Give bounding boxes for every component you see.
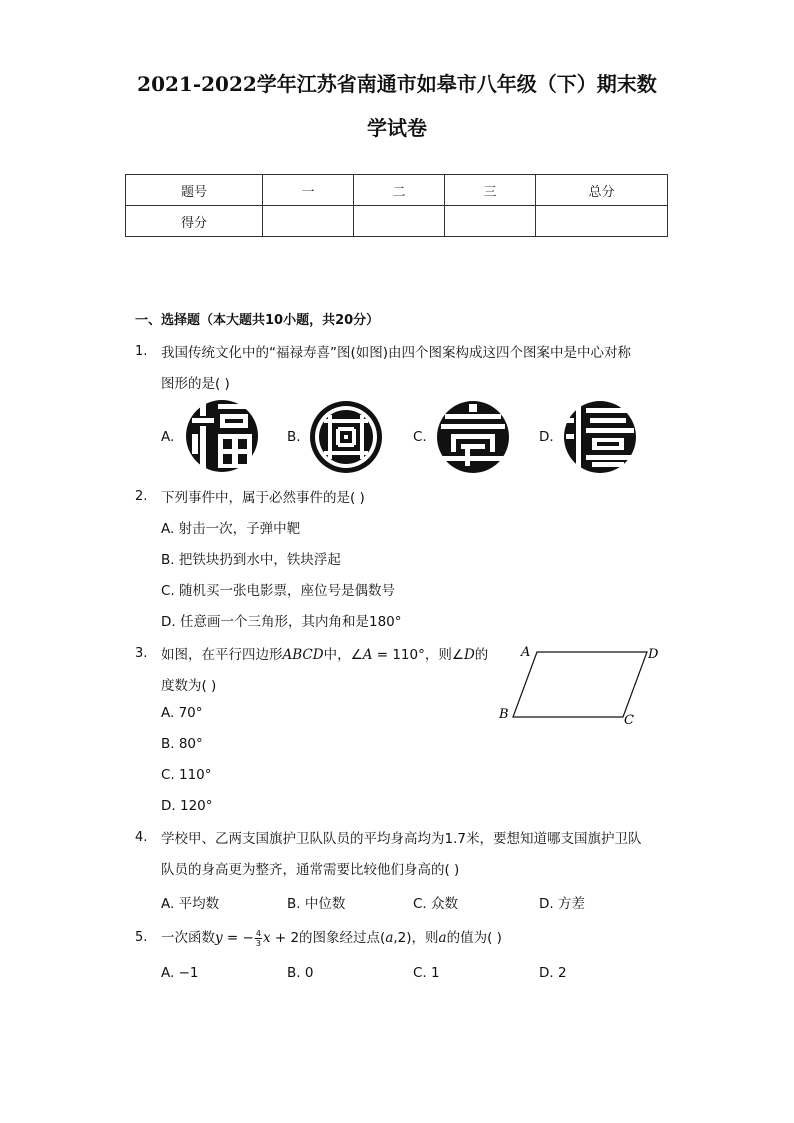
xi-character-icon — [562, 400, 638, 474]
score-table-row — [126, 206, 668, 237]
score-input-cell[interactable] — [263, 206, 354, 237]
option-label: A. −1 — [161, 965, 199, 981]
option-label: A. 射击一次，子弹中靶 — [161, 521, 301, 537]
score-table — [125, 174, 668, 237]
option-label: A. 平均数 — [161, 896, 220, 912]
question-text: 我国传统文化中的“福禄寿喜”图(如图)由四个图案构成这四个图案中是中心对称 — [161, 345, 632, 361]
option-label: D. 方差 — [539, 896, 585, 912]
score-input-cell[interactable] — [536, 206, 668, 237]
option-label: D. 任意画一个三角形，其内角和是180° — [161, 614, 402, 630]
option-label: C. 110° — [161, 767, 212, 783]
option-label: C. — [413, 429, 427, 445]
section-heading: 一、选择题（本大题共10小题，共20分） — [135, 313, 380, 328]
option-label: D. — [539, 429, 554, 445]
lu-character-icon — [309, 400, 383, 474]
question-text: 度数为( ) — [161, 678, 217, 694]
option-label: A. — [161, 429, 175, 445]
score-input-cell[interactable] — [445, 206, 536, 237]
option-label: B. 把铁块扔到水中，铁块浮起 — [161, 552, 341, 568]
option-label: C. 随机买一张电影票，座位号是偶数号 — [161, 583, 396, 599]
question-text: 如图，在平行四边形ABCD中，∠A = 110°，则∠D的 — [161, 647, 489, 663]
parallelogram-figure — [495, 640, 670, 730]
question-number: 3. — [135, 646, 148, 661]
option-label: B. 中位数 — [287, 896, 346, 912]
option-label: C. 1 — [413, 965, 440, 981]
option-label: B. 80° — [161, 736, 203, 752]
question-number: 2. — [135, 489, 148, 504]
score-header-cell: 三 — [445, 175, 536, 206]
option-label: B. — [287, 429, 301, 445]
score-header-cell: 二 — [354, 175, 445, 206]
option-label: A. 70° — [161, 705, 203, 721]
option-label: D. 120° — [161, 798, 213, 814]
option-label: D. 2 — [539, 965, 567, 981]
score-table-header-row — [126, 175, 668, 206]
score-header-cell: 总分 — [536, 175, 668, 206]
fu-character-icon — [184, 398, 260, 474]
question-text: 学校甲、乙两支国旗护卫队队员的平均身高均为1.7米，要想知道哪支国旗护卫队 — [161, 831, 642, 847]
vertex-label-d: D — [648, 647, 659, 662]
question-number: 5. — [135, 930, 148, 945]
question-text: 一次函数y = − $\frac{4}{3}$ x + 2的图象经过点(a,2)，则a的值为( ) — [161, 928, 502, 948]
question-text: 图形的是( ) — [161, 376, 230, 392]
score-header-cell: 一 — [263, 175, 354, 206]
score-header-cell: 题号 — [126, 175, 263, 206]
question-text: 下列事件中，属于必然事件的是( ) — [161, 490, 365, 506]
page-title-line1: 2021-2022学年江苏省南通市如皋市八年级（下）期末数 — [137, 72, 657, 96]
option-label: C. 众数 — [413, 896, 459, 912]
vertex-label-b: B — [499, 707, 509, 722]
vertex-label-a: A — [521, 645, 531, 660]
fraction: $\frac{4}{3}$ — [255, 928, 261, 948]
question-text: 队员的身高更为整齐，通常需要比较他们身高的( ) — [161, 862, 460, 878]
shou-character-icon — [435, 400, 511, 474]
option-label: B. 0 — [287, 965, 314, 981]
score-row-label: 得分 — [126, 206, 263, 237]
score-input-cell[interactable] — [354, 206, 445, 237]
question-number: 1. — [135, 344, 148, 359]
page-title-line2: 学试卷 — [367, 116, 427, 140]
question-number: 4. — [135, 830, 148, 845]
vertex-label-c: C — [624, 713, 634, 728]
